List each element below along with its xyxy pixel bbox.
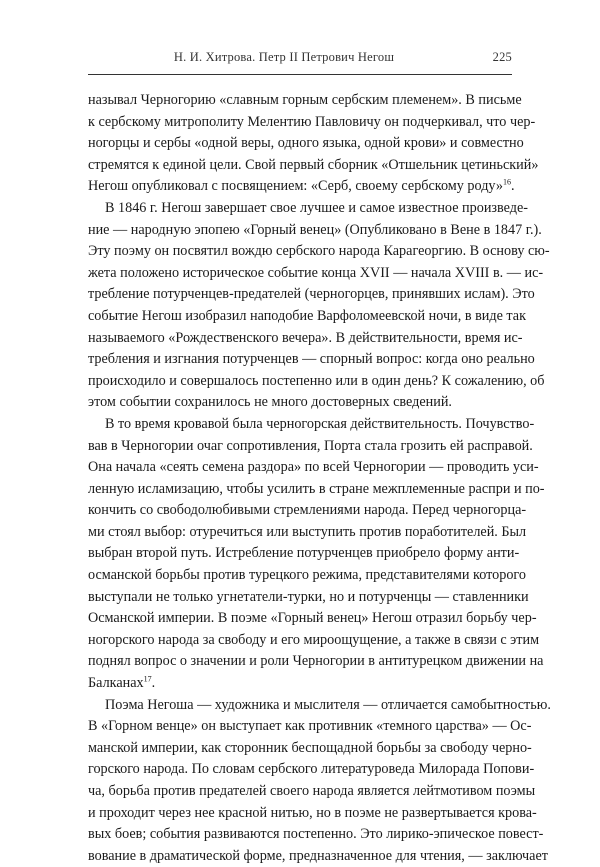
line-text: В «Горном венце» он выступает как противник «темного царства» — Ос- — [88, 718, 532, 735]
body-text — [88, 90, 551, 867]
text-line — [88, 479, 545, 501]
running-header — [88, 50, 512, 70]
line-text: ленную исламизацию, чтобы усилить в стране межплеменные распри и по- — [88, 480, 545, 497]
line-text: поднял вопрос о значении и роли Черногории в антитурецком движении на — [88, 653, 544, 670]
line-text: вых боев; события развиваются постепенно. Это лирико-эпическое повест- — [88, 826, 544, 843]
line-text: вав в Черногории очаг сопротивления, Порта стала грозить ей расправой. — [88, 437, 533, 454]
line-text: называл Черногорию «славным горным сербским племенем». В письме — [88, 92, 522, 108]
line-text: кончить со свободолюбивыми стремлениями народа. Перед черногорца- — [88, 502, 527, 519]
line-text: стремятся к единой цели. Свой первый сборник «Отшельник цетиньский» — [88, 156, 539, 173]
text-line — [88, 695, 551, 717]
header-rule — [88, 74, 512, 75]
text-line — [88, 824, 544, 846]
line-text: горского народа. По словам сербского литературоведа Милорада Попови- — [88, 761, 535, 778]
text-line — [88, 392, 512, 414]
paragraph — [88, 90, 539, 198]
text-line — [88, 371, 545, 393]
line-text: и проходит через нее красной нитью, но в поэме не развертывается крова- — [88, 804, 537, 821]
line-punctuation: . — [151, 675, 156, 692]
line-text: требление потурченцев-предателей (черногорцев, принявших ислам). Это — [88, 286, 535, 303]
text-line — [88, 759, 535, 781]
line-text: жета положено историческое событие конца XVII — начала XVIII в. — ис- — [88, 264, 544, 281]
footnote-ref[interactable]: 17 — [143, 674, 152, 684]
text-line — [88, 522, 527, 544]
line-text: ногорского народа за свободу и его мироощущение, а также в связи с этим — [88, 631, 540, 648]
line-text: требления и изгнания потурченцев — спорный вопрос: когда оно реально — [88, 351, 535, 368]
text-line — [88, 457, 539, 479]
text-line — [88, 500, 527, 522]
text-line — [88, 651, 544, 673]
line-text: Негош опубликовал с посвящением: «Серб, своему сербскому роду» — [88, 178, 503, 195]
paragraph — [88, 198, 550, 414]
line-text: Поэма Негоша — художника и мыслителя — отличается самобытностью. — [105, 696, 551, 713]
text-line — [88, 241, 550, 263]
text-line — [88, 781, 536, 803]
line-text: Османской империи. В поэме «Горный венец» Негош отразил борьбу чер- — [88, 610, 537, 627]
line-text: к сербскому митрополиту Мелентию Павловичу он подчеркивал, что чер- — [88, 113, 536, 130]
running-title: Н. И. Хитрова. Петр II Петрович Негош — [173, 50, 395, 64]
text-line — [88, 543, 520, 565]
line-text: ние — народную эпопею «Горный венец» (Опубликовано в Вене в 1847 г.). — [88, 221, 542, 238]
line-text: происходило и совершалось постепенно или в один день? К сожалению, об — [88, 372, 545, 389]
line-text: османской борьбы против турецкого режима, представителями которого — [88, 567, 526, 584]
line-text: Она начала «сеять семена раздора» по всей Черногории — проводить уси- — [88, 459, 539, 476]
footnote-ref[interactable]: 16 — [502, 177, 511, 187]
text-line — [88, 565, 526, 587]
line-text: этом событии сохранилось не много достоверных сведений. — [88, 394, 452, 411]
text-line — [88, 803, 537, 825]
line-text: ми стоял выбор: отуречиться или выступить против поработителей. Был — [88, 523, 527, 540]
text-line — [88, 90, 522, 112]
line-text: В 1846 г. Негош завершает свое лучшее и самое известное произведе- — [105, 199, 528, 216]
text-line — [88, 176, 515, 198]
line-text: называемого «Рождественского вечера». В действительности, время ис- — [88, 329, 523, 346]
text-line — [88, 349, 535, 371]
text-line — [88, 284, 535, 306]
text-line — [88, 306, 526, 328]
paragraph — [88, 695, 551, 867]
line-text: выступали не только угнетатели-турки, но и потурченцы — ставленники — [88, 588, 529, 605]
text-line — [88, 220, 542, 242]
line-text: ногорцы и сербы «одной веры, одного языка, одной крови» и совместно — [88, 135, 524, 152]
text-line — [88, 738, 532, 760]
text-line — [88, 436, 533, 458]
text-line — [88, 673, 512, 695]
text-line — [88, 198, 528, 220]
text-line — [88, 414, 535, 436]
text-line — [88, 155, 539, 177]
line-text: выбран второй путь. Истребление потурченцев приобрело форму анти- — [88, 545, 520, 562]
line-text: ча, борьба против предателей своего народа является лейтмотивом поэмы — [88, 783, 536, 799]
text-line — [88, 263, 544, 285]
text-line — [88, 608, 537, 630]
text-line — [88, 328, 523, 350]
page-number: 225 — [492, 50, 512, 64]
text-line — [88, 587, 529, 609]
line-text: В то время кровавой была черногорская действительность. Почувство- — [105, 415, 535, 432]
text-line — [88, 630, 540, 652]
line-punctuation: . — [510, 178, 515, 195]
text-line — [88, 112, 536, 134]
line-text: событие Негош изобразил наподобие Варфоломеевской ночи, в виде так — [88, 307, 526, 324]
line-text: манской империи, как сторонник беспощадной борьбы за свободу черно- — [88, 739, 532, 756]
paragraph — [88, 414, 545, 695]
line-text: Балканах — [88, 675, 144, 692]
line-text: вование в драматической форме, предназначенное для чтения, — заключает — [88, 847, 548, 864]
text-line — [88, 133, 524, 155]
line-text: Эту поэму он посвятил вождю сербского народа Карагеоргию. В основу сю- — [88, 243, 550, 260]
text-line — [88, 716, 532, 738]
